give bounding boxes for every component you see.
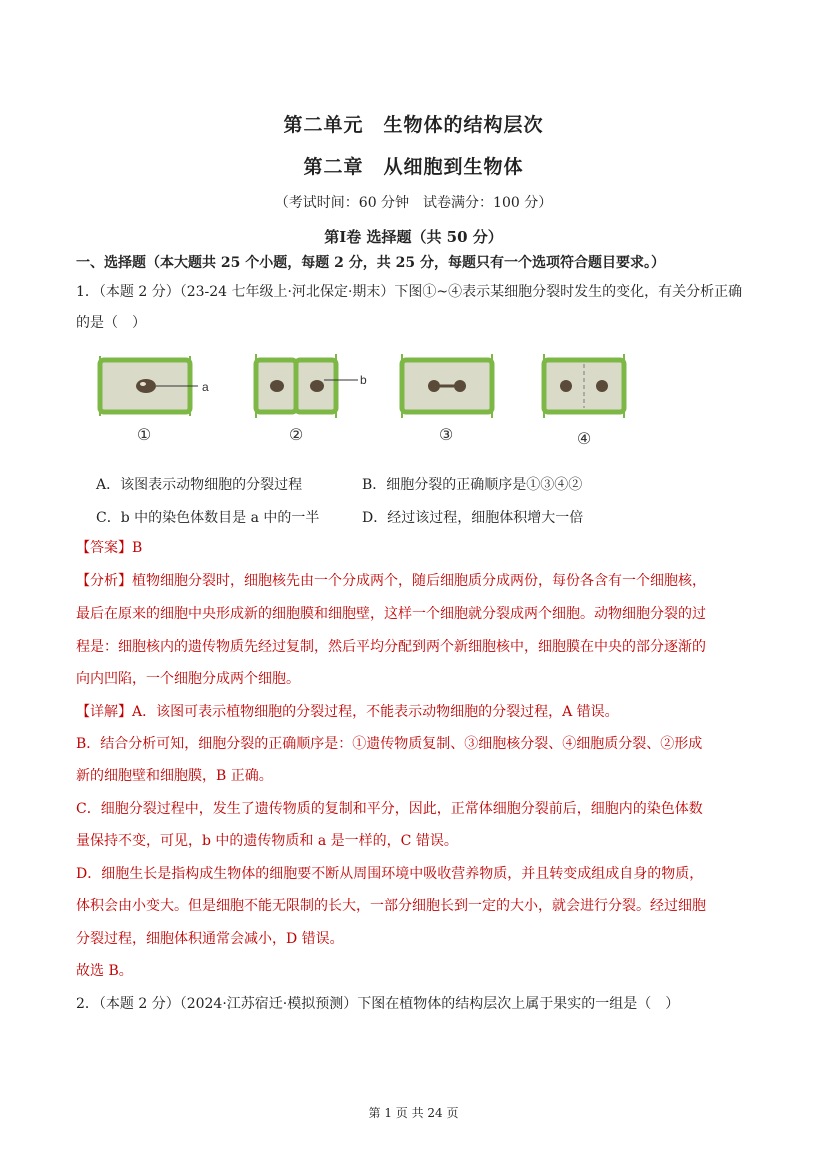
detail-line-3: 新的细胞壁和细胞膜，B 正确。 <box>76 768 273 784</box>
answer-value: B <box>132 540 143 556</box>
unit-title: 第二单元 生物体的结构层次 <box>283 114 544 136</box>
q1-conclusion: 故选 B。 <box>76 963 133 979</box>
detail-line-6: D．细胞生长是指构成生物体的细胞要不断从周围环境中吸收营养物质，并且转变成组成自身的物质， <box>76 866 704 882</box>
q1-stem-line1: 1．（本题 2 分）（23-24 七年级上·河北保定·期末）下图①~④表示某细胞分裂时发生的变化，有关分析正确 <box>76 284 743 300</box>
analysis-line-2: 最后在原来的细胞中央形成新的细胞膜和细胞壁，这样一个细胞就分裂成两个细胞。动物细胞分裂的过 <box>76 606 706 622</box>
page-footer: 第 1 页 共 24 页 <box>368 1106 459 1120</box>
q1-option-a: A．该图表示动物细胞的分裂过程 <box>96 477 303 493</box>
answer-tag: 【答案】 <box>76 540 132 556</box>
q1-stem-line2: 的是（ ） <box>76 315 146 331</box>
cell-1-number: ① <box>136 425 152 444</box>
q1-answer <box>76 538 756 558</box>
cell-3 <box>402 354 492 444</box>
cell-4-nucleus-right <box>596 380 608 392</box>
detail-line-4: C．细胞分裂过程中，发生了遗传物质的复制和平分，因此，正常体细胞分裂前后，细胞内的染色体数 <box>76 801 703 817</box>
cell-1-nucleus <box>136 379 156 393</box>
detail-text-1: A．该图可表示植物细胞的分裂过程，不能表示动物细胞的分裂过程，A 错误。 <box>132 704 619 720</box>
detail-tag: 【详解】 <box>76 704 132 720</box>
cell-division-figure <box>96 352 636 452</box>
analysis-text-1: 植物细胞分裂时，细胞核先由一个分成两个，随后细胞质分成两份，每份各含有一个细胞核， <box>132 573 706 589</box>
label-a: a <box>202 380 209 394</box>
cell-3-nucleus-right <box>454 380 466 392</box>
analysis-line-1 <box>76 571 756 591</box>
detail-line-8: 分裂过程，细胞体积通常会减小，D 错误。 <box>76 931 344 947</box>
q1-option-b: B．细胞分裂的正确顺序是①③④② <box>362 477 583 493</box>
detail-line-2: B．结合分析可知，细胞分裂的正确顺序是：①遗传物质复制、③细胞核分裂、④细胞质分裂、②形成 <box>76 736 703 752</box>
q2-stem: 2．（本题 2 分）（2024·江苏宿迁·模拟预测）下图在植物体的结构层次上属于果实的一组是（ ） <box>76 996 680 1012</box>
cell-2-nucleus-right <box>310 380 324 392</box>
cell-2-number: ② <box>288 425 304 444</box>
chapter-title: 第二章 从细胞到生物体 <box>303 156 524 178</box>
analysis-line-3: 程是：细胞核内的遗传物质先经过复制，然后平均分配到两个新细胞核中，细胞膜在中央的部分逐渐的 <box>76 639 706 655</box>
q1-option-d: D．经过该过程，细胞体积增大一倍 <box>362 510 584 526</box>
cell-3-number: ③ <box>438 425 454 444</box>
label-b: b <box>360 373 367 387</box>
part-heading: 一、选择题（本大题共 25 个小题，每题 2 分，共 25 分，每题只有一个选项符合题目要求。） <box>76 255 665 271</box>
detail-line-5: 量保持不变，可见，b 中的遗传物质和 a 是一样的，C 错误。 <box>76 833 458 849</box>
cell-2 <box>256 354 367 444</box>
q1-option-c: C．b 中的染色体数目是 a 中的一半 <box>96 510 320 526</box>
analysis-line-4: 向内凹陷，一个细胞分成两个细胞。 <box>76 671 300 687</box>
cell-3-nucleus-left <box>428 380 440 392</box>
cell-4-number: ④ <box>576 429 592 448</box>
cell-2-nucleus-left <box>270 380 284 392</box>
exam-info: （考试时间：60 分钟 试卷满分：100 分） <box>274 195 553 211</box>
detail-line-7: 体积会由小变大。但是细胞不能无限制的长大，一部分细胞长到一定的大小，就会进行分裂。经过细胞 <box>76 898 706 914</box>
cell-1-nucleus-highlight <box>140 382 146 386</box>
cell-1 <box>100 356 209 444</box>
detail-line-1 <box>76 702 756 722</box>
analysis-tag: 【分析】 <box>76 573 132 589</box>
cell-4-nucleus-left <box>560 380 572 392</box>
cell-4 <box>544 354 624 448</box>
section-title: 第Ⅰ卷 选择题（共 50 分） <box>324 228 503 246</box>
